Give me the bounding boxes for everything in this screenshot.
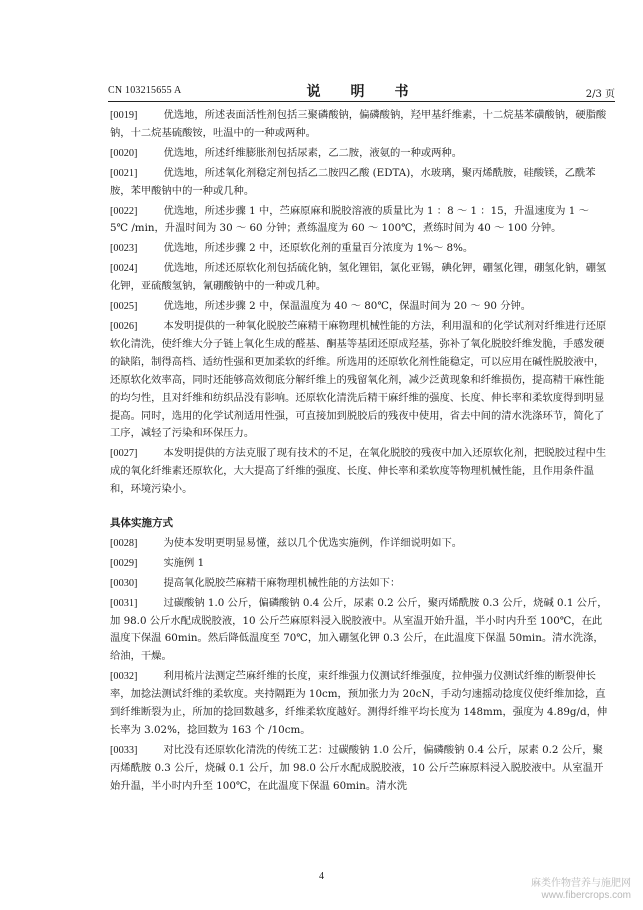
document-body [110,107,609,798]
paragraph [110,445,609,499]
paragraph [110,298,609,316]
paragraph [110,595,609,667]
paragraph [110,240,609,258]
paragraph-list-2 [110,535,609,796]
paragraph-number: [0020] [110,147,138,159]
page-of-indicator: 2/3 页 [585,89,615,100]
paragraph-number: [0028] [110,537,138,549]
page-number: 4 [319,871,324,882]
paragraph [110,575,609,593]
paragraph-text: 对比没有还原软化清洗的传统工艺：过碳酸钠 1.0 公斤，偏磷酸钠 0.4 公斤，尿素 0.2 公斤，聚丙烯酰胺 0.3 公斤，烧碱 0.1 公斤，加 98.0 公斤水配成脱胶液，10 公斤苎麻原料浸入脱胶液中。从室温开始升温，半小时内升至 100℃，在此温度下保温 60min。清水洗 [110,743,604,792]
paragraph-number: [0022] [110,205,138,217]
paragraph [110,165,609,201]
paragraph-number: [0025] [110,301,138,313]
paragraph [110,318,609,443]
paragraph-list [110,107,609,499]
paragraph-text: 本发明提供的方法克服了现有技术的不足，在氧化脱胶的残夜中加入还原软化剂，把脱胶过程中生成的氧化纤维素还原软化，大大提高了纤维的强度、长度、伸长率和柔软度等物理机械性能，且作用条件温和，环境污染小。 [110,447,607,496]
paragraph [110,535,609,553]
watermark-url: www.fibercrops.com [541,890,631,901]
paragraph [110,260,609,296]
section-heading: 具体实施方式 [110,517,173,530]
paragraph-number: [0019] [110,110,138,121]
publication-number: CN 103215655 A [108,85,182,96]
document-title: 说 明 书 [306,84,417,100]
paragraph-number: [0021] [110,167,138,179]
paragraph [110,145,609,163]
watermark-site-name: 麻类作物营养与施肥网 [531,878,631,889]
paragraph-text: 利用梳片法测定苎麻纤维的长度，束纤维强力仪测试纤维强度，拉伸强力仪测试纤维的断裂伸长率，加捻法测试纤维的柔软度。夹持隔距为 10cm，预加张力为 20cN，手动匀速摇动捻度仪使纤维加捻，直到纤维断裂为止，所加的捻回数越多，纤维柔软度越好。测得纤维平均长度为 148mm，强度为 4.89g/d，伸长率为 3.02%，捻回数为 163 个 /10cm。 [110,670,608,736]
paragraph-text: 优选地，所述步骤 1 中，苎麻原麻和脱胶溶液的质量比为 1 ：8 ～ 1 ：15，升温速度为 1 ～ 5℃ /min，升温时间为 30 ～ 60 分钟；煮练温度为 60 ～ 100℃，煮练时间为 40 ～ 100 分钟。 [110,204,589,235]
paragraph-text: 实施例 1 [163,556,205,569]
paragraph-number: [0029] [110,557,138,569]
page-header [108,83,615,101]
paragraph-text: 优选地，所述表面活性剂包括三聚磷酸钠，偏磷酸钠，羟甲基纤维素，十二烷基苯磺酸钠，硬脂酸钠，十二烷基硫酸铵，吐温中的一种或两种。 [110,109,607,139]
paragraph-text: 本发明提供的一种氧化脱胶苎麻精干麻物理机械性能的方法，利用温和的化学试剂对纤维进行还原软化清洗，使纤维大分子链上氧化生成的醛基、酮基等基团还原成羟基，弥补了氧化脱胶纤维发脆，手感发硬的缺陷，制得高档、适纺性强和更加柔软的纤维。所选用的还原软化剂性能稳定，可以应用在碱性脱胶液中，还原软化效率高，同时还能够高效彻底分解纤维上的残留氧化剂，减少泛黄现象和纤维损伤，提高精干麻性能的均匀性，且对纤维和纺织品没有影响。还原软化清洗后精干麻纤维的强度、长度、伸长率和柔软度得到明显提高。同时，选用的化学试剂适用性强，可直接加到脱胶后的残夜中使用，省去中间的清水洗涤环节，简化了工序，减轻了污染和环保压力。 [110,319,607,440]
paragraph [110,203,609,239]
paragraph-text: 优选地，所述纤维膨胀剂包括尿素，乙二胺，液氨的一种或两种。 [163,146,463,159]
paragraph-number: [0026] [110,320,138,332]
paragraph [110,742,609,796]
paragraph-number: [0030] [110,577,138,589]
paragraph [110,555,609,573]
paragraph-text: 优选地，所述步骤 2 中，保温温度为 40 ～ 80℃，保温时间为 20 ～ 90 分钟。 [163,300,532,313]
paragraph-number: [0033] [110,744,138,756]
header-rule [108,101,615,102]
paragraph-text: 为使本发明更明显易懂，兹以几个优选实施例，作详细说明如下。 [163,536,463,549]
paragraph-number: [0031] [110,597,138,609]
paragraph-text: 优选地，所述还原软化剂包括硫化钠，氢化锂铝，氯化亚锡，碘化钾，硼氢化锂，硼氢化钠，硼氢化钾，亚硫酸氢钠，氰硼酸钠中的一种或几种。 [110,262,607,293]
paragraph-text: 提高氧化脱胶苎麻精干麻物理机械性能的方法如下： [163,576,401,589]
paragraph-number: [0027] [110,448,138,460]
paragraph [110,668,609,740]
paragraph-text: 优选地，所述步骤 2 中，还原软化剂的重量百分浓度为 1%～ 8%。 [163,242,474,255]
paragraph-text: 优选地，所述氧化剂稳定剂包括乙二胺四乙酸 (EDTA)，水玻璃，聚丙烯酰胺，硅酸镁，乙酰苯胺，苯甲酸钠中的一种或几种。 [110,166,596,197]
watermark [531,878,631,902]
paragraph-number: [0024] [110,263,138,275]
paragraph-number: [0023] [110,243,138,255]
paragraph-text: 过碳酸钠 1.0 公斤，偏磷酸钠 0.4 公斤，尿素 0.2 公斤，聚丙烯酰胺 0.3 公斤，烧碱 0.1 公斤，加 98.0 公斤水配成脱胶液，10 公斤苎麻原料浸入脱胶液中。从室温开始升温，半小时内升至 100℃，在此温度下保温 60min。然后降低温度至 70℃，加入硼氢化钾 0.3 公斤，在此温度下保温 50min。清水洗涤，给油，干燥。 [110,596,608,663]
paragraph-number: [0032] [110,671,138,683]
paragraph [110,107,609,143]
